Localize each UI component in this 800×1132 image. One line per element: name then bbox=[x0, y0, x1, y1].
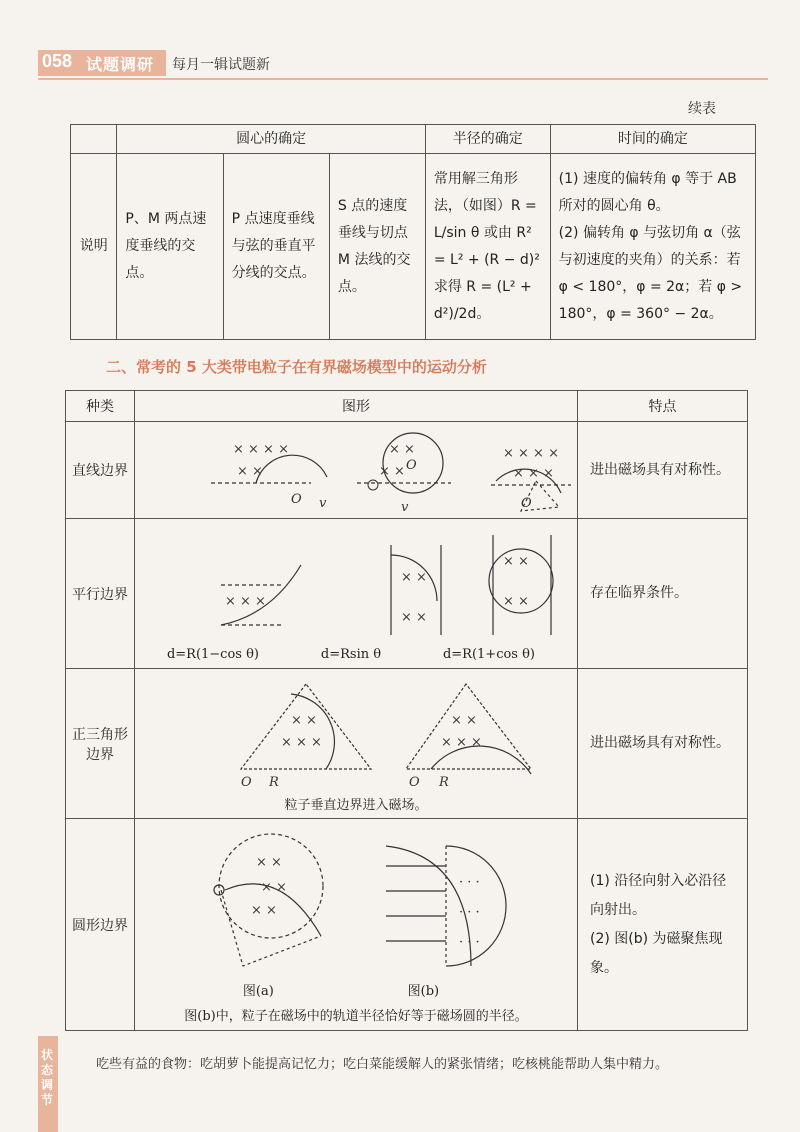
page-number: 058 bbox=[42, 51, 73, 71]
svg-text:× × ×: × × × bbox=[281, 735, 322, 750]
caption-triangle: 粒子垂直边界进入磁场。 bbox=[284, 798, 428, 813]
kind-parallel: 平行边界 bbox=[66, 519, 135, 669]
continued-label: 续表 bbox=[688, 101, 716, 117]
svg-text:× × ×: × × × bbox=[513, 466, 554, 481]
svg-text:R: R bbox=[269, 775, 279, 790]
figure-circle-boundary bbox=[141, 826, 571, 976]
kind-straight: 直线边界 bbox=[66, 422, 135, 519]
svg-text:× × × ×: × × × × bbox=[503, 446, 559, 461]
cell-radius: 常用解三角形法，（如图）R = L/sin θ 或由 R² = L² + (R − d)² 求得 R = (L² + d²)/2d。 bbox=[425, 154, 550, 340]
svg-text:× ×: × × bbox=[291, 713, 317, 728]
caption-fig-b: 图(b) bbox=[407, 983, 440, 999]
feature-triangle: 进出磁场具有对称性。 bbox=[578, 669, 748, 819]
kind-triangle: 正三角形边界 bbox=[66, 669, 135, 819]
cell-center-3: S 点的速度垂线与切点 M 法线的交点。 bbox=[329, 154, 425, 340]
col-figure: 图形 bbox=[135, 391, 578, 422]
header-rule bbox=[38, 78, 768, 80]
svg-text:× ×: × × bbox=[251, 902, 277, 918]
figure-straight-boundary bbox=[141, 423, 571, 513]
svg-text:× ×: × × bbox=[503, 554, 529, 569]
svg-text:× ×: × × bbox=[237, 464, 263, 479]
svg-text:× ×: × × bbox=[261, 879, 287, 895]
svg-text:× ×: × × bbox=[401, 570, 427, 585]
col-center: 圆心的确定 bbox=[117, 125, 425, 154]
col-radius: 半径的确定 bbox=[425, 125, 550, 154]
svg-text:× ×: × × bbox=[256, 854, 282, 870]
footer-text: 吃些有益的食物：吃胡萝卜能提高记忆力；吃白菜能缓解人的紧张情绪；吃核桃能帮助人集中精力。 bbox=[96, 1057, 669, 1072]
caption-fig-a: 图(a) bbox=[242, 983, 274, 999]
caption-parallel-2: d=Rsin θ bbox=[320, 647, 382, 662]
svg-text:· · ·: · · · bbox=[459, 874, 480, 890]
footer-tag: 状态调节 bbox=[41, 1048, 54, 1107]
svg-text:× × ×: × × × bbox=[441, 735, 482, 750]
svg-text:O: O bbox=[409, 775, 420, 790]
svg-text:× × ×: × × × bbox=[225, 594, 266, 609]
svg-text:× ×: × × bbox=[389, 442, 415, 457]
feature-straight: 进出磁场具有对称性。 bbox=[578, 422, 748, 519]
caption-circle: 图(b)中，粒子在磁场中的轨道半径恰好等于磁场圆的半径。 bbox=[184, 1008, 528, 1024]
column-title: 试题调研 bbox=[86, 55, 155, 74]
svg-text:v: v bbox=[401, 500, 409, 513]
feature-circle-2: (2) 图(b) 为磁聚焦现象。 bbox=[590, 930, 723, 976]
cell-center-2: P 点速度垂线与弦的垂直平分线的交点。 bbox=[223, 154, 329, 340]
feature-parallel: 存在临界条件。 bbox=[578, 519, 748, 669]
kind-circle: 圆形边界 bbox=[66, 819, 135, 1031]
figure-triangle-boundary bbox=[141, 674, 571, 790]
svg-text:× ×: × × bbox=[401, 610, 427, 625]
cell-time-1: (1) 速度的偏转角 φ 等于 AB 所对的圆心角 θ。 bbox=[558, 170, 737, 214]
feature-circle-1: (1) 沿径向射入必沿径向射出。 bbox=[590, 872, 727, 918]
col-kind: 种类 bbox=[66, 391, 135, 422]
svg-text:× × × ×: × × × × bbox=[233, 442, 289, 457]
svg-text:× ×: × × bbox=[379, 464, 405, 479]
svg-text:× ×: × × bbox=[451, 713, 477, 728]
col-feature: 特点 bbox=[578, 391, 748, 422]
header-subtitle: 每月一辑试题新 bbox=[172, 57, 270, 73]
svg-text:O: O bbox=[521, 496, 532, 511]
figure-parallel-boundary bbox=[141, 525, 571, 643]
svg-text:O: O bbox=[406, 458, 417, 473]
col-time: 时间的确定 bbox=[550, 125, 755, 154]
table-models bbox=[65, 390, 748, 1031]
svg-text:R: R bbox=[439, 775, 449, 790]
svg-text:· · ·: · · · bbox=[459, 904, 480, 920]
svg-text:· · ·: · · · bbox=[459, 934, 480, 950]
svg-text:O: O bbox=[291, 492, 302, 507]
svg-text:v: v bbox=[319, 496, 327, 511]
caption-parallel-3: d=R(1+cos θ) bbox=[442, 647, 536, 662]
section-title: 二、常考的 5 大类带电粒子在有界磁场模型中的运动分析 bbox=[106, 358, 487, 376]
row-label: 说明 bbox=[71, 154, 117, 340]
cell-center-1: P、M 两点速度垂线的交点。 bbox=[117, 154, 223, 340]
cell-time-2: (2) 偏转角 φ 与弦切角 α（弦与初速度的夹角）的关系：若 φ < 180°，φ = 2α；若 φ > 180°，φ = 360° − 2α。 bbox=[558, 224, 743, 322]
svg-text:O: O bbox=[241, 775, 252, 790]
svg-text:× ×: × × bbox=[503, 594, 529, 609]
table-continued bbox=[70, 124, 756, 340]
caption-parallel-1: d=R(1−cos θ) bbox=[166, 647, 259, 662]
